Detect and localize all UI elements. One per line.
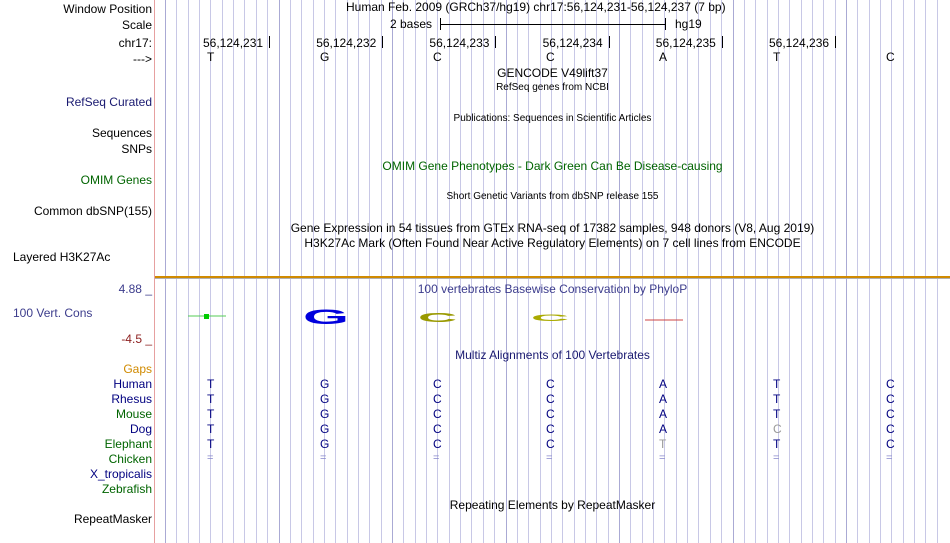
alignment-base: C — [433, 407, 442, 421]
alignment-base: C — [433, 422, 442, 436]
alignment-base: C — [546, 392, 555, 406]
conservation-logo — [155, 300, 950, 330]
gaps-label[interactable]: Gaps — [123, 362, 152, 376]
position-tick-label: 56,124,235 — [655, 36, 716, 50]
h3k27ac-title: H3K27Ac Mark (Often Found Near Active Regulatory Elements) on 7 cell lines from ENCODE — [304, 236, 801, 250]
species-label-mouse[interactable]: Mouse — [115, 407, 152, 421]
window-position-label: Window Position — [63, 2, 152, 16]
refseq-label[interactable]: RefSeq Curated — [65, 95, 152, 109]
reference-base: C — [886, 50, 895, 64]
alignment-base: T — [207, 422, 215, 436]
alignment-base: C — [886, 407, 895, 421]
alignment-base: C — [433, 437, 442, 451]
track-separator-shadow — [155, 278, 950, 279]
cons-glyph-c2: C — [531, 313, 572, 323]
gencode-title: GENCODE V49lift37 — [497, 66, 608, 80]
alignment-base: G — [320, 437, 330, 451]
species-label-rhesus[interactable]: Rhesus — [111, 392, 152, 406]
phylop-min: -4.5 _ — [121, 332, 152, 346]
alignment-base: = — [320, 452, 327, 464]
alignment-base: C — [886, 392, 895, 406]
scale-assembly: hg19 — [675, 17, 702, 31]
position-tick-label: 56,124,233 — [429, 36, 490, 50]
dbsnp-label[interactable]: Common dbSNP(155) — [33, 204, 152, 218]
reference-base: C — [546, 50, 555, 64]
alignment-base: A — [659, 422, 668, 436]
alignment-base: = — [886, 452, 893, 464]
alignment-base: C — [886, 422, 895, 436]
alignment-base: G — [320, 392, 330, 406]
scale-bar — [440, 24, 666, 25]
position-tick-mark — [609, 36, 610, 48]
species-label-dog[interactable]: Dog — [129, 422, 152, 436]
cons-bar-t — [204, 314, 209, 319]
alignment-base: = — [546, 452, 553, 464]
scale-value: 2 bases — [390, 17, 433, 31]
position-tick-label: 56,124,234 — [542, 36, 603, 50]
alignment-base: T — [773, 407, 781, 421]
reference-base: C — [433, 50, 442, 64]
alignment-base: G — [320, 422, 330, 436]
position-tick-label: 56,124,231 — [203, 36, 264, 50]
cons-glyph-c1: C — [418, 310, 460, 325]
alignment-base: = — [433, 452, 440, 464]
species-label-human[interactable]: Human — [113, 377, 152, 391]
alignment-base: C — [773, 422, 782, 436]
alignment-base: T — [773, 377, 781, 391]
alignment-base: C — [546, 422, 555, 436]
alignment-base: A — [659, 392, 668, 406]
alignment-base: T — [773, 437, 781, 451]
alignment-base: C — [546, 437, 555, 451]
omim-title: OMIM Gene Phenotypes - Dark Green Can Be Disease-causing — [382, 159, 723, 173]
h3k27ac-label[interactable]: Layered H3K27Ac — [13, 250, 111, 264]
alignment-base: C — [886, 437, 895, 451]
gtex-title: Gene Expression in 54 tissues from GTEx RNA-seq of 17382 samples, 948 donors (V8, Aug 2019) — [290, 221, 815, 235]
alignment-base: T — [659, 437, 667, 451]
alignment-base: C — [433, 392, 442, 406]
species-label-elephant[interactable]: Elephant — [104, 437, 152, 451]
alignment-base: T — [207, 377, 215, 391]
dbsnp-title: Short Genetic Variants from dbSNP release 155 — [446, 191, 659, 202]
snps-label[interactable]: SNPs — [121, 142, 152, 156]
phylop-title: 100 vertebrates Basewise Conservation by PhyloP — [417, 282, 688, 296]
alignment-base: T — [773, 392, 781, 406]
alignment-base: = — [659, 452, 666, 464]
position-tick-mark — [269, 36, 270, 48]
repeat-title: Repeating Elements by RepeatMasker — [449, 498, 656, 512]
publications-title: Publications: Sequences in Scientific Articles — [453, 113, 652, 124]
position-tick-mark — [722, 36, 723, 48]
scale-label: Scale — [121, 18, 152, 32]
reference-base: G — [320, 50, 330, 64]
alignment-base: C — [546, 407, 555, 421]
multiz-title: Multiz Alignments of 100 Vertebrates — [455, 348, 650, 362]
scale-bar-left-cap — [440, 18, 441, 30]
alignment-base: C — [433, 377, 442, 391]
alignment-base: A — [659, 377, 668, 391]
phylop-max: 4.88 _ — [118, 282, 152, 296]
alignment-base: G — [320, 407, 330, 421]
alignment-base: C — [886, 377, 895, 391]
alignment-base: T — [207, 407, 215, 421]
strand-label: ---> — [133, 52, 152, 66]
reference-base: T — [207, 50, 215, 64]
cons-glyph-g: G — [303, 306, 349, 329]
cons-label[interactable]: 100 Vert. Cons — [13, 306, 93, 320]
reference-base: T — [773, 50, 781, 64]
alignment-base: T — [207, 392, 215, 406]
scale-bar-right-cap — [665, 18, 666, 30]
reference-base: A — [659, 50, 668, 64]
repeatmasker-label[interactable]: RepeatMasker — [73, 512, 152, 526]
window-position-value: Human Feb. 2009 (GRCh37/hg19) chr17:56,124,231-56,124,237 (7 bp) — [346, 0, 726, 14]
alignment-base: A — [659, 407, 668, 421]
refseq-subtitle: RefSeq genes from NCBI — [496, 82, 609, 93]
alignment-base: T — [207, 437, 215, 451]
sequences-label[interactable]: Sequences — [91, 126, 152, 140]
species-label-chicken[interactable]: Chicken — [108, 452, 152, 466]
position-tick-mark — [835, 36, 836, 48]
species-label-x_tropicalis[interactable]: X_tropicalis — [89, 467, 152, 481]
chrom-label: chr17: — [118, 36, 152, 50]
alignment-base: = — [773, 452, 780, 464]
species-label-zebrafish[interactable]: Zebrafish — [101, 482, 152, 496]
alignment-base: C — [546, 377, 555, 391]
omim-label[interactable]: OMIM Genes — [80, 173, 152, 187]
alignment-base: = — [207, 452, 214, 464]
position-tick-mark — [382, 36, 383, 48]
position-tick-label: 56,124,232 — [316, 36, 377, 50]
alignment-base: G — [320, 377, 330, 391]
position-tick-mark — [495, 36, 496, 48]
position-tick-label: 56,124,236 — [769, 36, 830, 50]
